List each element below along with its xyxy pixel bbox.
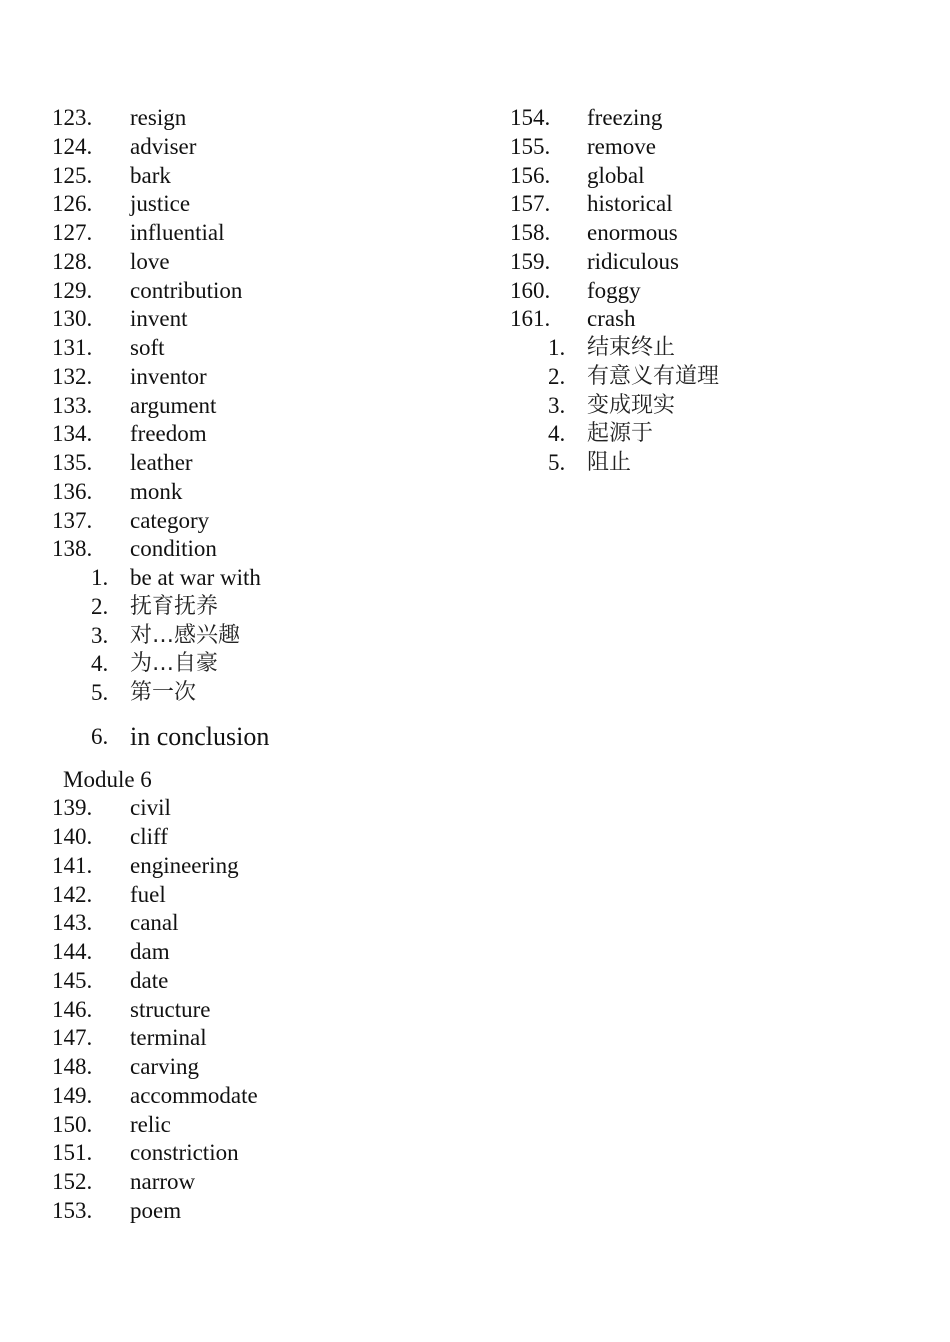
item-word: argument bbox=[130, 392, 217, 418]
phrase-number: 5. bbox=[91, 680, 109, 705]
item-word: engineering bbox=[130, 852, 239, 878]
item-word: contribution bbox=[130, 277, 243, 303]
phrase-text: 变成现实 bbox=[587, 392, 676, 418]
phrase-item bbox=[0, 564, 470, 593]
left-column bbox=[0, 104, 470, 1226]
phrase-item bbox=[0, 723, 470, 752]
phrase-item bbox=[458, 392, 938, 421]
item-number: 144. bbox=[52, 939, 93, 964]
phrase-text: be at war with bbox=[130, 565, 261, 590]
item-number: 143. bbox=[52, 910, 93, 936]
list-item bbox=[458, 190, 938, 219]
item-word: foggy bbox=[587, 277, 641, 303]
list-item bbox=[0, 1082, 470, 1111]
item-number: 135. bbox=[52, 450, 93, 475]
list-item bbox=[0, 1053, 470, 1082]
item-number: 155. bbox=[510, 133, 551, 159]
list-item bbox=[0, 162, 470, 191]
phrase-text: 为…自豪 bbox=[130, 651, 219, 677]
item-number: 130. bbox=[52, 306, 93, 332]
item-number: 156. bbox=[510, 162, 551, 188]
item-word: carving bbox=[130, 1054, 199, 1079]
item-number: 152. bbox=[52, 1169, 93, 1194]
phrase-item bbox=[0, 650, 470, 679]
list-item bbox=[0, 852, 470, 881]
phrase-item bbox=[0, 622, 470, 651]
item-word: canal bbox=[130, 910, 179, 936]
phrase-text: 抚育抚养 bbox=[130, 593, 219, 619]
list-item bbox=[0, 363, 470, 392]
phrase-number: 1. bbox=[91, 565, 109, 590]
item-number: 136. bbox=[52, 478, 93, 504]
item-word: terminal bbox=[130, 1025, 207, 1051]
item-number: 148. bbox=[52, 1054, 93, 1079]
phrase-number: 3. bbox=[548, 392, 566, 418]
phrase-number: 1. bbox=[548, 335, 566, 360]
list-item bbox=[0, 967, 470, 996]
item-word: civil bbox=[130, 795, 171, 821]
item-number: 154. bbox=[510, 105, 551, 130]
list-item bbox=[458, 305, 938, 334]
phrase-number: 3. bbox=[91, 622, 109, 648]
phrase-item bbox=[458, 449, 938, 478]
list-item bbox=[0, 248, 470, 277]
item-word: adviser bbox=[130, 133, 197, 159]
phrase-text: 对…感兴趣 bbox=[130, 622, 241, 648]
list-item bbox=[0, 1139, 470, 1168]
list-item bbox=[0, 535, 470, 564]
item-number: 146. bbox=[52, 996, 93, 1022]
item-number: 133. bbox=[52, 392, 93, 418]
item-word: remove bbox=[587, 133, 656, 159]
list-item bbox=[458, 277, 938, 306]
item-word: dam bbox=[130, 939, 170, 964]
item-number: 150. bbox=[52, 1111, 93, 1137]
item-number: 140. bbox=[52, 824, 93, 849]
list-item bbox=[0, 133, 470, 162]
phrase-number: 6. bbox=[91, 723, 109, 749]
list-item bbox=[0, 794, 470, 823]
phrase-text: 第一次 bbox=[130, 680, 197, 705]
item-word: global bbox=[587, 162, 645, 188]
phrase-item bbox=[0, 679, 470, 708]
item-word: inventor bbox=[130, 363, 207, 389]
item-word: relic bbox=[130, 1111, 171, 1137]
item-word: fuel bbox=[130, 881, 166, 907]
item-number: 124. bbox=[52, 133, 93, 159]
item-word: bark bbox=[130, 162, 171, 188]
list-item bbox=[0, 420, 470, 449]
phrase-item bbox=[0, 593, 470, 622]
item-word: accommodate bbox=[130, 1082, 258, 1108]
item-number: 139. bbox=[52, 795, 93, 821]
list-item bbox=[0, 334, 470, 363]
list-item bbox=[0, 449, 470, 478]
list-item bbox=[458, 104, 938, 133]
item-number: 149. bbox=[52, 1082, 93, 1108]
phrase-number: 2. bbox=[548, 363, 566, 389]
phrase-item bbox=[458, 420, 938, 449]
list-item bbox=[0, 104, 470, 133]
item-word: leather bbox=[130, 450, 193, 475]
item-number: 145. bbox=[52, 967, 93, 993]
item-number: 158. bbox=[510, 220, 551, 245]
item-word: condition bbox=[130, 536, 217, 562]
item-word: love bbox=[130, 248, 170, 274]
item-word: crash bbox=[587, 306, 636, 332]
item-number: 125. bbox=[52, 162, 93, 188]
phrase-item bbox=[458, 363, 938, 392]
phrase-text: 阻止 bbox=[587, 450, 632, 475]
list-item bbox=[0, 996, 470, 1025]
list-item bbox=[0, 507, 470, 536]
item-word: soft bbox=[130, 335, 165, 360]
list-item bbox=[0, 190, 470, 219]
phrase-text: 起源于 bbox=[587, 421, 654, 447]
item-number: 141. bbox=[52, 852, 93, 878]
list-item bbox=[0, 1197, 470, 1226]
item-number: 132. bbox=[52, 363, 93, 389]
item-word: resign bbox=[130, 105, 187, 130]
item-number: 159. bbox=[510, 248, 551, 274]
list-item bbox=[0, 219, 470, 248]
item-number: 138. bbox=[52, 536, 93, 562]
item-word: enormous bbox=[587, 220, 678, 245]
right-column bbox=[458, 104, 938, 478]
item-number: 151. bbox=[52, 1140, 93, 1166]
item-word: justice bbox=[130, 191, 191, 217]
phrase-number: 4. bbox=[548, 421, 566, 447]
item-word: ridiculous bbox=[587, 248, 679, 274]
phrase-number: 2. bbox=[91, 593, 109, 619]
item-number: 137. bbox=[52, 507, 93, 533]
item-word: category bbox=[130, 507, 210, 533]
list-item bbox=[0, 478, 470, 507]
phrase-item bbox=[458, 334, 938, 363]
item-number: 160. bbox=[510, 277, 551, 303]
item-word: poem bbox=[130, 1197, 182, 1223]
item-number: 161. bbox=[510, 306, 551, 332]
list-item bbox=[458, 133, 938, 162]
item-number: 153. bbox=[52, 1197, 93, 1223]
item-number: 129. bbox=[52, 277, 93, 303]
item-number: 134. bbox=[52, 421, 93, 447]
list-item bbox=[0, 305, 470, 334]
item-word: date bbox=[130, 967, 169, 993]
phrase-number: 4. bbox=[91, 651, 109, 677]
item-word: historical bbox=[587, 191, 673, 217]
item-number: 157. bbox=[510, 191, 551, 217]
list-item bbox=[0, 1168, 470, 1197]
list-item bbox=[0, 823, 470, 852]
item-number: 142. bbox=[52, 881, 93, 907]
list-item bbox=[0, 909, 470, 938]
list-item bbox=[458, 248, 938, 277]
item-number: 123. bbox=[52, 105, 93, 130]
item-number: 128. bbox=[52, 248, 93, 274]
phrase-number: 5. bbox=[548, 450, 566, 475]
phrase-text: 结束终止 bbox=[587, 335, 676, 360]
item-number: 126. bbox=[52, 191, 93, 217]
item-word: influential bbox=[130, 220, 225, 245]
item-number: 127. bbox=[52, 220, 93, 245]
list-item bbox=[0, 938, 470, 967]
item-word: cliff bbox=[130, 824, 168, 849]
item-number: 147. bbox=[52, 1025, 93, 1051]
item-word: invent bbox=[130, 306, 188, 332]
module-heading: Module 6 bbox=[63, 766, 152, 792]
item-word: constriction bbox=[130, 1140, 239, 1166]
list-item bbox=[0, 1024, 470, 1053]
item-word: narrow bbox=[130, 1169, 196, 1194]
item-word: monk bbox=[130, 478, 183, 504]
item-word: freezing bbox=[587, 105, 663, 130]
list-item bbox=[458, 219, 938, 248]
item-word: freedom bbox=[130, 421, 207, 447]
list-item bbox=[458, 162, 938, 191]
list-item bbox=[0, 1111, 470, 1140]
list-item bbox=[0, 392, 470, 421]
phrase-text: 有意义有道理 bbox=[587, 363, 720, 389]
list-item bbox=[0, 881, 470, 910]
item-word: structure bbox=[130, 996, 211, 1022]
item-number: 131. bbox=[52, 335, 93, 360]
list-item bbox=[0, 277, 470, 306]
phrase-text: in conclusion bbox=[130, 721, 270, 751]
